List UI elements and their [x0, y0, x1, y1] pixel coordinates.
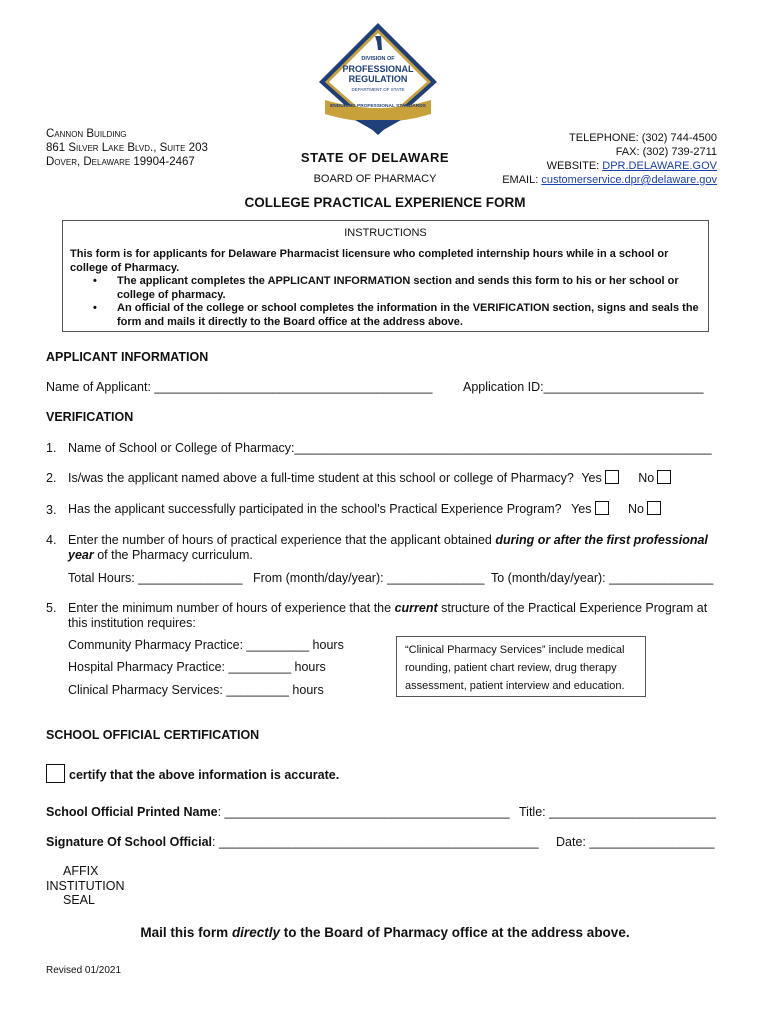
- logo-line4: DEPARTMENT OF STATE: [351, 87, 405, 92]
- q3-no-checkbox[interactable]: [647, 501, 661, 515]
- school-name-field[interactable]: Name of School or College of Pharmacy:____________________________________________________________: [68, 441, 712, 455]
- q5-question: [68, 601, 718, 631]
- address-line1: Cannon Building: [46, 128, 127, 140]
- seal-line3: SEAL: [63, 893, 95, 907]
- q5-emphasis: current: [394, 601, 438, 615]
- q3-no-label: No: [627, 502, 644, 516]
- q3-question: [68, 501, 661, 516]
- hospital-hours-field[interactable]: Hospital Pharmacy Practice: _________ hours: [68, 660, 326, 674]
- applicant-heading: APPLICANT INFORMATION: [46, 350, 209, 364]
- bullet-text-2: An official of the college or school completes the information in the VERIFICATION section, signs and seals the form and mails it directly to the Board office at the address above.: [117, 302, 699, 328]
- q2-yes-label: Yes: [581, 471, 602, 485]
- verification-heading: VERIFICATION: [46, 410, 134, 424]
- q4-text-pre: Enter the number of hours of practical experience that the applicant obtained: [68, 533, 492, 547]
- q5-text-pre: Enter the minimum number of hours of experience that the: [68, 601, 392, 615]
- certify-checkbox[interactable]: [46, 764, 65, 783]
- website-link[interactable]: DPR.DELAWARE.GOV: [602, 160, 717, 172]
- seal-line2: INSTITUTION: [46, 878, 125, 893]
- signature-field[interactable]: : ______________________________________________: [212, 835, 539, 849]
- signature-label: Signature Of School Official: [46, 835, 212, 849]
- certify-row: [46, 764, 339, 783]
- instructions-bullet-2: [93, 302, 701, 329]
- printed-name-label: School Official Printed Name: [46, 805, 218, 819]
- clinical-hours-field[interactable]: Clinical Pharmacy Services: _________ hours: [68, 683, 324, 697]
- mail-text-pre: Mail this form: [140, 925, 229, 940]
- email-link[interactable]: customerservice.dpr@delaware.gov: [541, 174, 717, 186]
- q4-emphasis: during or after the first professional year: [68, 533, 708, 562]
- logo-line1: DIVISION OF: [361, 56, 395, 62]
- certify-text: certify that the above information is accurate.: [69, 768, 340, 782]
- mail-instruction: [0, 925, 770, 940]
- dpr-logo: [315, 20, 441, 138]
- instructions-box: [62, 220, 709, 332]
- community-hours-field[interactable]: Community Pharmacy Practice: _________ hours: [68, 638, 344, 652]
- q4-question: [68, 533, 718, 563]
- mail-text-post: to the Board of Pharmacy office at the address above.: [283, 925, 630, 940]
- logo-banner: ENDURING PROFESSIONAL STANDARDS: [330, 104, 426, 109]
- instructions-heading: INSTRUCTIONS: [344, 227, 427, 239]
- website-label: WEBSITE:: [546, 160, 600, 172]
- printed-name-field[interactable]: : _________________________________________: [217, 805, 510, 819]
- form-title: COLLEGE PRACTICAL EXPERIENCE FORM: [244, 195, 526, 210]
- q4-text-post: of the Pharmacy curriculum.: [97, 548, 253, 562]
- q2-text: Is/was the applicant named above a full-time student at this school or college of Pharmacy?: [68, 471, 574, 485]
- logo-line3: REGULATION: [348, 74, 408, 84]
- telephone: TELEPHONE: (302) 744-4500: [569, 132, 717, 144]
- office-address: [46, 127, 208, 169]
- fax: FAX: (302) 739-2711: [615, 146, 717, 158]
- signature-row: [46, 835, 539, 849]
- title-field[interactable]: Title: ________________________: [519, 805, 716, 819]
- address-line3: Dover, Delaware 19904-2467: [46, 156, 195, 168]
- q2-no-label: No: [638, 471, 655, 485]
- instructions-intro: This form is for applicants for Delaware Pharmacist licensure who completed internship hours while in a school or college of Pharmacy.: [70, 248, 669, 274]
- q2-no-checkbox[interactable]: [657, 470, 671, 484]
- clinical-services-note: “Clinical Pharmacy Services” include medical rounding, patient chart review, drug therapy assessment, patient interview and education.: [396, 636, 646, 697]
- mail-emphasis: directly: [231, 925, 280, 940]
- bullet-dot: •: [93, 302, 97, 314]
- bullet-text-1: The applicant completes the APPLICANT INFORMATION section and sends this form to his or her school or college of pharmacy.: [117, 275, 679, 301]
- q4-number: 4.: [46, 533, 57, 547]
- bullet-dot: •: [93, 275, 97, 287]
- q1-number: 1.: [46, 441, 57, 455]
- logo-line2: PROFESSIONAL: [342, 64, 414, 74]
- q2-question: [68, 470, 671, 485]
- q5-text-post: structure of the Practical Experience Program at this institution requires:: [68, 601, 708, 630]
- application-id-field[interactable]: Application ID:_______________________: [463, 380, 704, 394]
- from-date-field[interactable]: From (month/day/year): ______________: [253, 571, 485, 585]
- q3-number: 3.: [46, 503, 57, 517]
- email-label: EMAIL:: [502, 174, 539, 186]
- contact-info: [470, 131, 717, 187]
- q3-yes-label: Yes: [571, 502, 592, 516]
- email-row: [470, 173, 717, 187]
- q2-number: 2.: [46, 471, 57, 485]
- state-heading: STATE OF DELAWARE: [300, 150, 450, 165]
- revised-date: Revised 01/2021: [46, 965, 122, 976]
- printed-name-row: [46, 805, 510, 819]
- instructions-bullet-1: [93, 275, 701, 302]
- board-heading: BOARD OF PHARMACY: [313, 173, 437, 185]
- date-field[interactable]: Date: __________________: [556, 835, 715, 849]
- q5-number: 5.: [46, 601, 57, 615]
- applicant-name-field[interactable]: Name of Applicant: ________________________________________: [46, 380, 433, 394]
- seal-area: [46, 864, 124, 908]
- certification-heading: SCHOOL OFFICIAL CERTIFICATION: [46, 728, 260, 742]
- total-hours-field[interactable]: Total Hours: _______________: [68, 571, 243, 585]
- seal-line1: AFFIX: [63, 864, 99, 878]
- q3-text: Has the applicant successfully participated in the school's Practical Experience Program?: [68, 502, 562, 516]
- to-date-field[interactable]: To (month/day/year): _______________: [491, 571, 714, 585]
- q3-yes-checkbox[interactable]: [595, 501, 609, 515]
- address-line2: 861 Silver Lake Blvd., Suite 203: [46, 142, 208, 154]
- q2-yes-checkbox[interactable]: [605, 470, 619, 484]
- website-row: [470, 159, 717, 173]
